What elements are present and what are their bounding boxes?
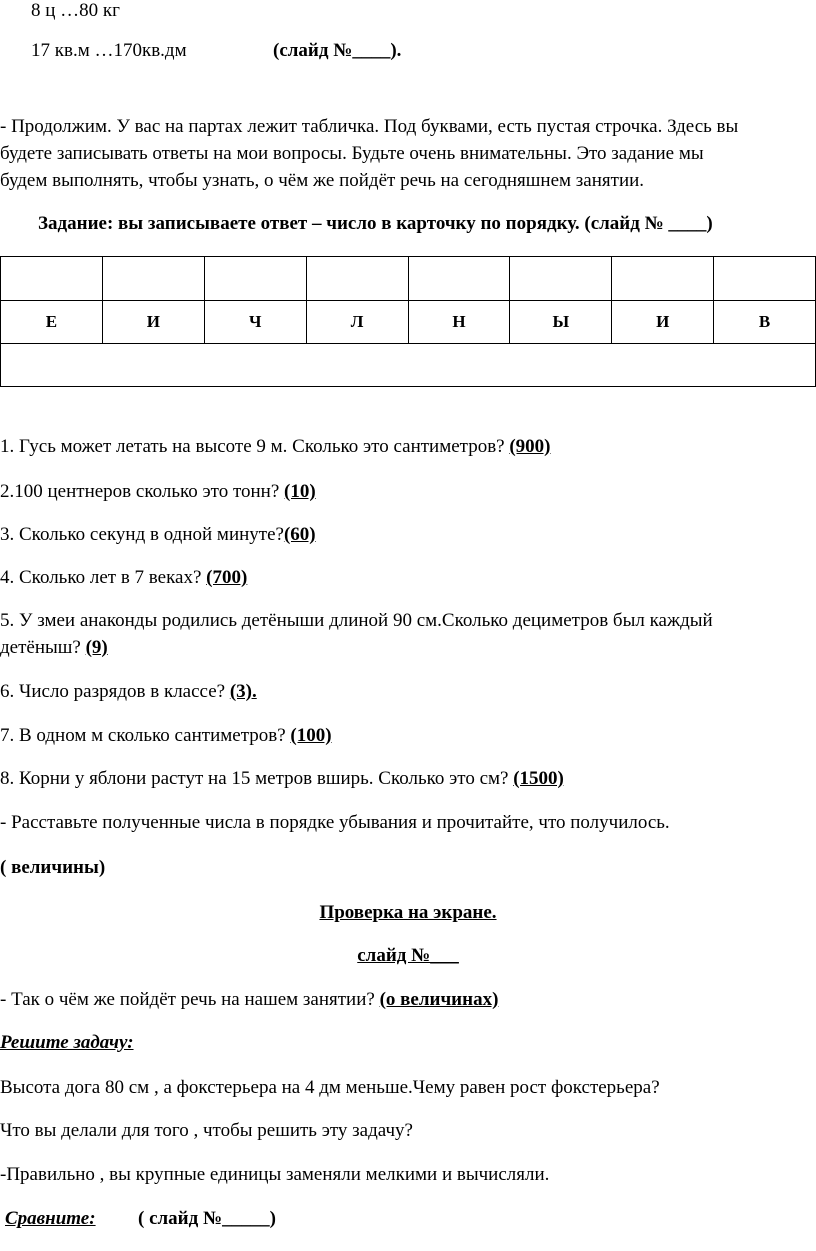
question-text: 2.100 центнеров сколько это тонн? — [0, 481, 285, 502]
solve-heading: Решите задачу: — [0, 1032, 134, 1053]
letter-cell: Ы — [510, 301, 612, 344]
problem-text: Высота дога 80 см , а фокстерьера на 4 дм меньше.Чему равен рост фокстерьера? — [0, 1077, 660, 1098]
question-answer: (900) — [509, 436, 551, 457]
table-row-top — [1, 257, 816, 301]
question-text: детёныш? — [0, 637, 86, 658]
letter-cell: В — [714, 301, 816, 344]
question-text: 8. Корни у яблони растут на 15 метров вширь. Сколько это см? — [0, 768, 514, 789]
question-5: 5. У змеи анаконды родились детёныши длиной 90 см.Сколько дециметров был каждый — [0, 610, 713, 631]
check-on-screen: Проверка на экране. — [319, 902, 497, 923]
table-cell — [714, 257, 816, 301]
question-text: 1. Гусь может летать на высоте 9 м. Сколько это сантиметров? — [0, 436, 510, 457]
letter-cell: Л — [306, 301, 408, 344]
letter-cell: И — [102, 301, 204, 344]
question-8 — [0, 768, 564, 791]
question-answer: (100) — [290, 725, 332, 746]
question-answer: (9) — [85, 637, 108, 658]
question-answer: (10) — [284, 481, 316, 502]
answer-cell — [1, 344, 816, 387]
question-5-continued — [0, 637, 108, 660]
table-cell — [408, 257, 510, 301]
table-cell — [204, 257, 306, 301]
question-3 — [0, 524, 316, 547]
top-line-1: 8 ц …80 кг — [31, 0, 120, 21]
topic-question-text: - Так о чём же пойдёт речь на нашем занятии? — [0, 989, 380, 1010]
question-answer: (60) — [283, 524, 316, 545]
letter-cell: Е — [1, 301, 103, 344]
table-cell — [102, 257, 204, 301]
question-answer: (3). — [229, 681, 257, 702]
question-text: 7. В одном м сколько сантиметров? — [0, 725, 291, 746]
table-cell — [1, 257, 103, 301]
top-line-2: 17 кв.м …170кв.дм — [31, 40, 187, 61]
what-did-question: Что вы делали для того , чтобы решить эту задачу? — [0, 1120, 413, 1141]
letter-cell: И — [612, 301, 714, 344]
table-row-letters — [1, 301, 816, 344]
question-1 — [0, 436, 551, 459]
question-6 — [0, 681, 257, 704]
compare-label: Сравните: — [5, 1208, 96, 1229]
table-cell — [612, 257, 714, 301]
arrange-instruction: - Расставьте полученные числа в порядке убывания и прочитайте, что получилось. — [0, 812, 670, 833]
top-slide-label: (слайд №____). — [273, 40, 402, 61]
intro-line-2: будете записывать ответы на мои вопросы. Будьте очень внимательны. Это задание мы — [0, 143, 704, 164]
question-answer: (700) — [206, 567, 248, 588]
intro-line-3: будем выполнять, чтобы узнать, о чём же пойдёт речь на сегодняшнем занятии. — [0, 170, 645, 191]
table-cell — [306, 257, 408, 301]
topic-answer: (о величинах) — [379, 989, 499, 1010]
task-heading: Задание: вы записываете ответ – число в карточку по порядку. (слайд № ____) — [38, 213, 713, 234]
answer-card-table — [0, 256, 816, 387]
letter-cell: Н — [408, 301, 510, 344]
table-cell — [510, 257, 612, 301]
question-2 — [0, 481, 316, 504]
topic-question — [0, 989, 498, 1012]
values-word: ( величины) — [0, 857, 106, 878]
table-row-answers — [1, 344, 816, 387]
letter-cell: Ч — [204, 301, 306, 344]
question-text: 3. Сколько секунд в одной минуте? — [0, 524, 284, 545]
slide-number: слайд №___ — [357, 945, 459, 966]
question-7 — [0, 725, 332, 748]
question-answer: (1500) — [513, 768, 564, 789]
question-text: 4. Сколько лет в 7 веках? — [0, 567, 207, 588]
compare-slide: ( слайд №_____) — [138, 1208, 276, 1229]
correct-statement: -Правильно , вы крупные единицы заменяли мелкими и вычисляли. — [0, 1164, 550, 1185]
intro-line-1: - Продолжим. У вас на партах лежит табличка. Под буквами, есть пустая строчка. Здесь вы — [0, 116, 739, 137]
question-text: 6. Число разрядов в классе? — [0, 681, 230, 702]
question-4 — [0, 567, 247, 590]
